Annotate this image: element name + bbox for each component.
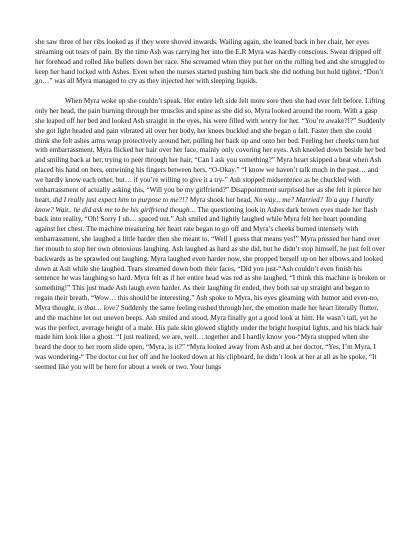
- paragraph-1-text: she saw three of her ribs looked as if they were shoved inwards. Wailing again, she leaned back in her chair, her eyes streaming out tears of pain. By the time Ash was carrying her into the E.R Myra was hardly conscious. Sweat dripped off her forehead and rolled like bullets down her race. She screamed when they put her on the rolling bed and she struggled to keep her hand locked with Ashes. Even when the nurses started pushing him back she did nothing but hold tighter, “Don’t go…” was all Myra managed to cry as they injected her with sleeping liquids.: [35, 38, 385, 86]
- paragraph-2-run-3: Myra shook her head,: [188, 195, 254, 204]
- paragraph-2-run-1: When Myra woke up she couldn’t speak. Her entire left side felt more sore then she had ever felt before. Lifting only her head, the pain burning through her muscles and spine as she did so, Myra looked around the room. With a gasp she leaped off her bed and looked Ash straight in the eyes, his were filled with worry for her. “You’re awake?!?” Suddenly she got light headed and pain vibrated all over her body, her knees buckled and she began o fall. Faster then she could think she felt ashes arms wrap protectively around her, pulling her back up and onto her bed. Feeling her cheeks turn hot with embarrassment, Myra flicked her hair over her face, mainly only covering her eyes. Ash kneeled down beside her bed and smiling back at her, trying to peer through her hair, “Can I ask you something?” Myra heart skipped a beat when Ash placed his hand on hers, entwining his fingers between hers, “O-Okay.” “I know we haven’t talk much in the past… and we hardly know each other, but… if you’re willing to give it a try-” Ash stopped midsentence as he chuckled with embarrassment of actually asking this, “Will you be my girlfriend?” Disappointment surprised her as she felt it pierce her heart,: [35, 97, 386, 204]
- paragraph-2-run-5: The questioning look in Ashes dark brown eyes made her flash back into reality, “Oh! Sorry I uh… spaced out.” Ash smiled and lightly laughed while Myra felt her heart pounding against her chest. The machine measuring her heart rate began to go off and Myra’s cheeks burned intensely with embarrassment, she laughed a little harder then she meant to, “Well I guess that means yes!” Myra pressed her hand over her mouth to stop her own obnoxious laughing. Ash laughed as hard as she did, but he didn’t stop himself, he just fell over backwards as he sprawled out laughing. Myra laughed even harder now, she propped herself up on her elbows and looked down at Ash while she laughed. Tears streamed down both their faces, “Did you just-“Ash couldn’t even finish his sentence he was laughing so hard. Myra felt as if her entire head was red as she laughed, “I think this machine is broken or something!” This just made Ash laugh even harder. As their laughing fit ended, they both sat up straight and began to regain their breath, “Wow… this should be interesting.” Ash spoke to Myra, his eyes gleaming with humor and even-no, Myra thought,: [35, 205, 386, 312]
- document-body: [35, 38, 386, 373]
- paragraph-2-italic-run-2: did I really just expect him to purpose to me?!?: [52, 195, 189, 204]
- paragraph-2-italic-run-6: is that… love?: [77, 303, 119, 312]
- paragraph-2-italic-run-4: No way... me? Married? To a guy I hardly know? Wait.. he did ask me to be his girlfriend though…: [35, 195, 374, 214]
- paragraph-1: [35, 38, 386, 87]
- paragraph-2-run-7: Suddenly the same feeling rushed through her, the emotion made her heart literally flutter, and the machine let out uneven beeps. Ash smiled and stood, Myra finally got a good look at him. He wasn’t tall, yet he was the perfect, average height of a male. His pale skin glowed slightly under the bright hospital lights, and his black hair made him look like a ghost. “I just realized, we are, well… together and I hardly know you-“Myra stopped when she heard the door to her room slide open, “Myra, is it?” “Myra looked away from Ash and at her doctor, “Yes, I’m Myra, I was wondering-“ The doctor cut her off and he looked down at his clipboard, he didn’t look at her at all as he spoke, “It seemed like you will be here for about a week or two. Your lungs: [35, 303, 383, 371]
- paragraph-2: [35, 97, 386, 373]
